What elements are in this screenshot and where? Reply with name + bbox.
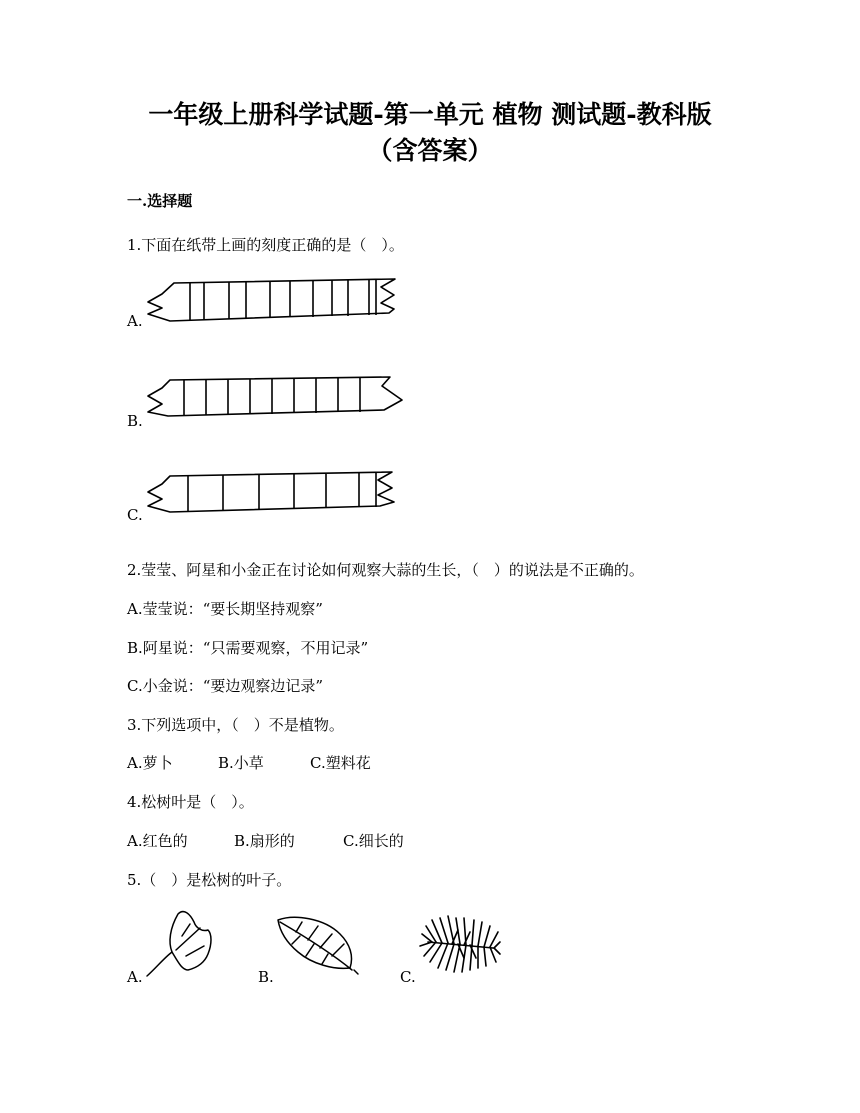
question-4-stem: 4.松树叶是（ ）。 (127, 793, 254, 811)
question-2-option-b: B.阿星说：“只需要观察，不用记录” (127, 639, 369, 657)
section-heading: 一.选择题 (127, 192, 193, 210)
oval-leaf-figure (274, 912, 364, 977)
question-4-option-b: B.扇形的 (234, 832, 295, 850)
question-5-stem: 5.（ ）是松树的叶子。 (127, 871, 292, 889)
question-2-option-c: C.小金说：“要边观察边记录” (127, 677, 324, 695)
question-5-option-c-label: C. (400, 968, 416, 986)
question-1-option-a-label: A. (127, 312, 143, 330)
pine-needles-figure (418, 912, 503, 977)
tape-figure-a (140, 275, 410, 330)
question-5-option-b-label: B. (258, 968, 274, 986)
question-1-stem: 1.下面在纸带上画的刻度正确的是（ ）。 (127, 236, 404, 254)
tape-figure-c (140, 466, 410, 521)
question-4-option-a: A.红色的 (127, 832, 188, 850)
question-3-stem: 3.下列选项中，（ ）不是植物。 (127, 716, 344, 734)
document-title-line2: （含答案） (367, 136, 493, 165)
question-3-option-c: C.塑料花 (310, 754, 371, 772)
question-3-option-a: A.萝卜 (127, 754, 173, 772)
question-4-option-c: C.细长的 (343, 832, 404, 850)
ginkgo-leaf-figure (142, 906, 222, 986)
question-3-option-b: B.小草 (218, 754, 264, 772)
question-5-option-a-label: A. (127, 968, 143, 986)
document-title-line1: 一年级上册科学试题-第一单元 植物 测试题-教科版 (148, 100, 712, 129)
tape-figure-b (140, 372, 410, 427)
question-2-option-a: A.莹莹说：“要长期坚持观察” (127, 600, 323, 618)
question-1-option-c-label: C. (127, 506, 143, 524)
question-1-option-b-label: B. (127, 412, 143, 430)
question-2-stem: 2.莹莹、阿星和小金正在讨论如何观察大蒜的生长，（ ）的说法是不正确的。 (127, 561, 644, 579)
